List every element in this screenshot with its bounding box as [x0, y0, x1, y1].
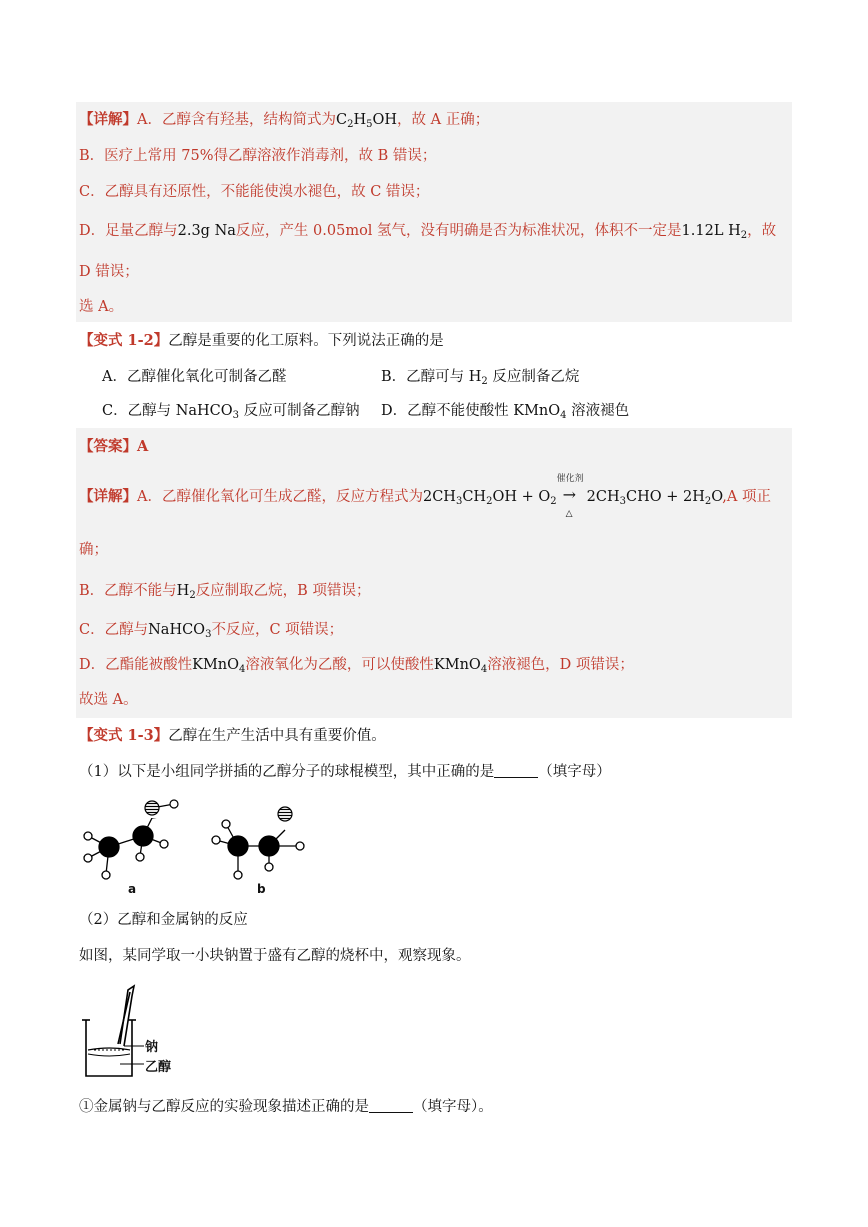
oxygen-atoms [76, 790, 316, 830]
answer-line: 【答案】A [79, 438, 149, 455]
ball-stick-models-figure [76, 818, 316, 898]
solution-box-1 [76, 102, 792, 322]
ethanol-formula: $C_2H_5OH$ [335, 112, 398, 130]
detail2-line-c: C．乙醇与NaHCO$_3$不反应，C 项错误； [79, 622, 344, 640]
detail-line-d-cont: D 错误； [79, 264, 139, 280]
detail2-line-b: B．乙醇不能与$H_2$反应制取乙烷，B 项错误； [79, 583, 371, 601]
reaction-equation: $2CH_3CH_2OH + O_2$ 催化剂 → △ $2CH_3CHO + 2H_2O$ [423, 489, 722, 505]
reaction-arrow: 催化剂 → △ [557, 487, 587, 507]
detail-line-a: 【详解】A．乙醇含有羟基，结构简式为$C_2H_5OH$，故 A 正确； [79, 111, 490, 130]
catalyst-label: 催化剂 [556, 474, 584, 484]
question-1-3-part1: （1）以下是小组同学拼插的乙醇分子的球棍模型，其中正确的是 （填字母） [79, 764, 611, 780]
option-d: D．乙醇不能使酸性 KMnO$_4$ 溶液褪色 [381, 403, 630, 421]
detail2-line-d: D．乙酯能被酸性KMnO$_4$溶液氧化为乙酸，可以使酸性KMnO$_4$溶液褪色，D 项错误； [79, 657, 634, 675]
answer-blank-2[interactable] [369, 1098, 413, 1113]
heat-icon: △ [565, 509, 573, 519]
detail2-conclusion: 故选 A。 [79, 692, 138, 708]
ethanol-label: 乙醇 [145, 1060, 172, 1075]
question-tag: 【变式 1-2】 [79, 332, 169, 349]
detail-tag: 【详解】 [79, 111, 137, 128]
question-1-3-part2: （2）乙醇和金属钠的反应 [79, 912, 248, 928]
detail2-line-a-cont: 确； [79, 542, 108, 558]
h2-volume: 1.12L $H_2$ [681, 223, 748, 241]
detail2-line-a: 【详解】A．乙醇催化氧化可生成乙醛，反应方程式为$2CH_3CH_2OH + O_2$ 催化剂 → △ $2CH_3CHO + 2H_2O,A$ 项正 [79, 487, 771, 507]
model-a-label: a [128, 882, 137, 896]
question-1-3-part2-desc: 如图，某同学取一小块钠置于盛有乙醇的烧杯中，观察现象。 [79, 948, 471, 964]
detail-conclusion: 选 A。 [79, 299, 124, 315]
option-b: B．乙醇可与 $H_2$ 反应制备乙烷 [381, 369, 580, 387]
question-1-2-stem: 【变式 1-2】乙醇是重要的化工原料。下列说法正确的是 [79, 332, 444, 349]
detail-line-c: C．乙醇具有还原性，不能能使溴水褪色，故 C 错误； [79, 184, 430, 200]
detail-line-b: B．医疗上常用 75%得乙醇溶液作消毒剂，故 B 错误； [79, 148, 437, 164]
beaker-figure [80, 984, 150, 1080]
sodium-label: 钠 [145, 1040, 159, 1055]
question-1-3-stem: 【变式 1-3】乙醇在生产生活中具有重要价值。 [79, 727, 386, 744]
option-c: C．乙醇与 NaHCO$_3$ 反应可制备乙醇钠 [102, 403, 360, 421]
answer-blank-1[interactable] [494, 763, 538, 778]
option-a: A．乙醇催化氧化可制备乙醛 [102, 369, 287, 385]
question-1-3-part2-sub1: ①金属钠与乙醇反应的实验现象描述正确的是 （填字母）。 [79, 1099, 493, 1115]
model-b-label: b [257, 882, 266, 896]
detail-line-d: D．足量乙醇与2.3g Na反应，产生 0.05mol 氢气，没有明确是否为标准状况，体积不一定是1.12L $H_2$，故 [79, 223, 777, 241]
